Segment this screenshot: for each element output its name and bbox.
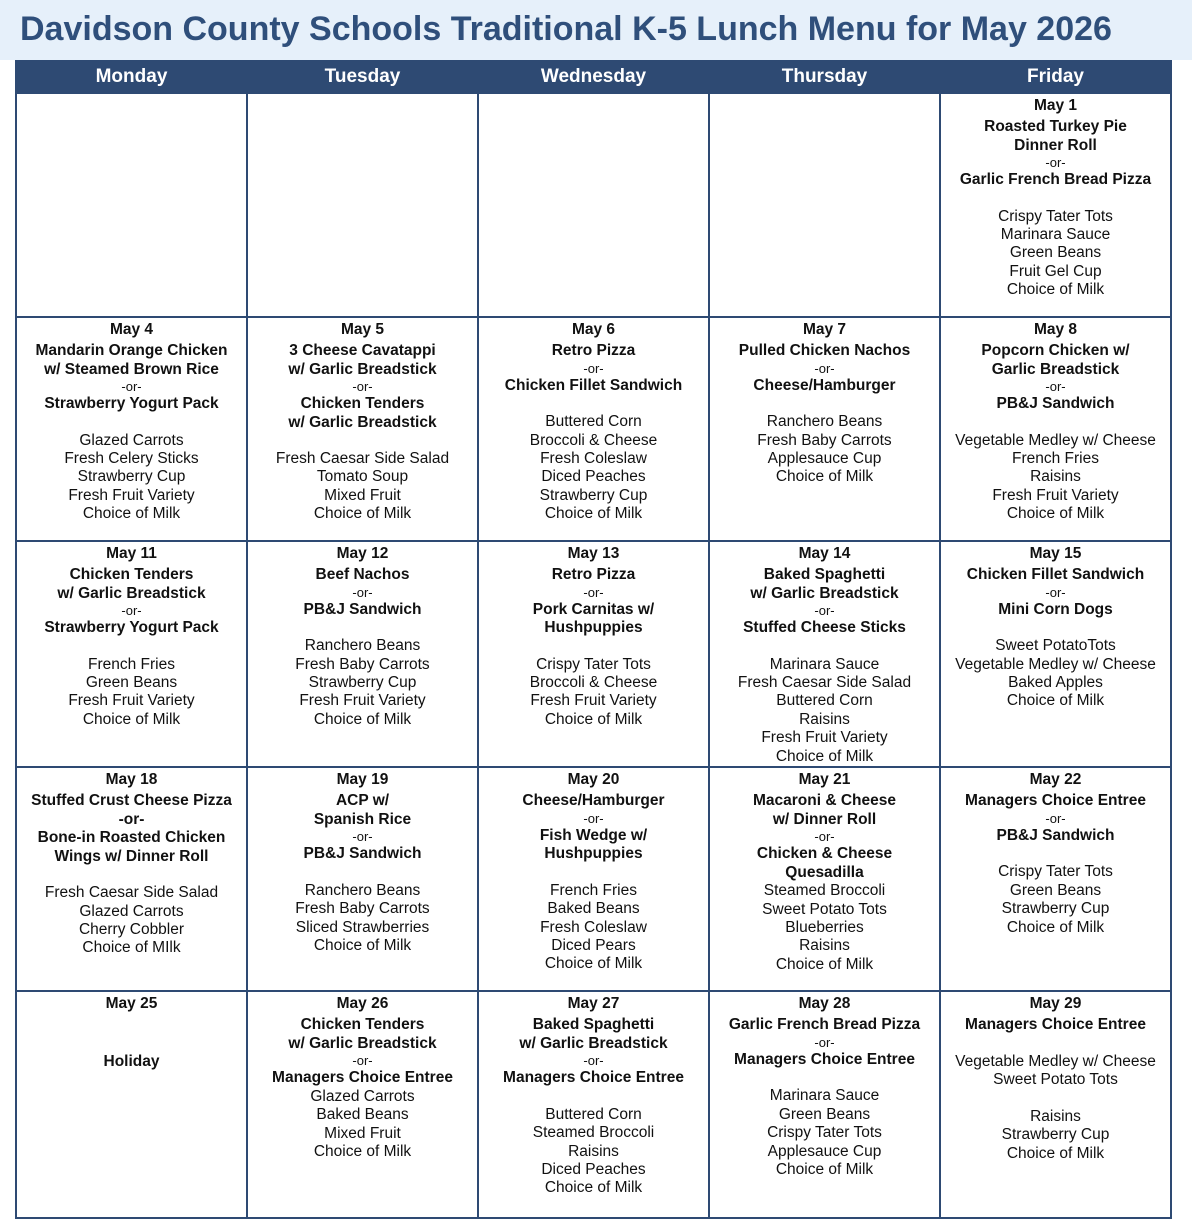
side-item: Strawberry Cup bbox=[308, 674, 417, 692]
spacer bbox=[945, 190, 1166, 208]
entree-item: Hushpuppies bbox=[544, 845, 643, 863]
side-item: Choice of Milk bbox=[544, 505, 643, 523]
day-cell-tuesday bbox=[247, 767, 478, 991]
day-cell-tuesday bbox=[247, 317, 478, 541]
entree-item: ACP w/ bbox=[335, 792, 390, 810]
entree-item: Hushpuppies bbox=[544, 619, 643, 637]
side-item: Diced Pears bbox=[551, 936, 636, 954]
entree-item: Chicken Fillet Sandwich bbox=[504, 376, 683, 394]
side-item: Fruit Gel Cup bbox=[1009, 262, 1102, 280]
day-cell-monday bbox=[16, 317, 247, 541]
entree-item: Popcorn Chicken w/ bbox=[981, 342, 1130, 360]
side-item: Fresh Caesar Side Salad bbox=[275, 450, 450, 468]
empty-day-cell bbox=[709, 93, 940, 317]
side-item: Diced Peaches bbox=[541, 1160, 646, 1178]
side-item: Fresh Caesar Side Salad bbox=[737, 674, 912, 692]
entree-item: Baked Spaghetti bbox=[532, 1016, 655, 1034]
day-cell-wednesday bbox=[478, 991, 709, 1218]
spacer bbox=[252, 619, 473, 637]
day-cell-friday bbox=[940, 317, 1171, 541]
side-item: Choice of Milk bbox=[775, 1160, 874, 1178]
side-item: Choice of MIlk bbox=[82, 939, 181, 957]
day-cell-tuesday bbox=[247, 991, 478, 1218]
side-item: Fresh Fruit Variety bbox=[530, 692, 657, 710]
or-separator: -or- bbox=[352, 584, 373, 600]
entree-item: Stuffed Cheese Sticks bbox=[743, 619, 906, 637]
side-item: Broccoli & Cheese bbox=[529, 674, 658, 692]
day-cell-friday bbox=[940, 991, 1171, 1218]
side-item: Raisins bbox=[1030, 1107, 1081, 1125]
entree-item: Chicken & Cheese bbox=[756, 845, 893, 863]
entree-item: w/ Steamed Brown Rice bbox=[44, 360, 219, 378]
side-item: Choice of Milk bbox=[544, 955, 643, 973]
or-separator: -or- bbox=[1045, 584, 1066, 600]
spacer bbox=[483, 638, 704, 656]
entree-item: Beef Nachos bbox=[315, 566, 410, 584]
side-item: Green Beans bbox=[778, 1105, 871, 1123]
day-date: May 5 bbox=[340, 321, 385, 338]
day-date: May 27 bbox=[567, 995, 620, 1013]
day-date: May 12 bbox=[336, 545, 389, 562]
side-item: Mixed Fruit bbox=[324, 486, 401, 504]
day-date: May 8 bbox=[1033, 321, 1078, 338]
side-item: French Fries bbox=[88, 655, 175, 673]
side-item: Fresh Fruit Variety bbox=[992, 486, 1119, 504]
entree-item: w/ Dinner Roll bbox=[772, 810, 877, 828]
entree-item: Garlic French Bread Pizza bbox=[728, 1016, 921, 1034]
day-header-wednesday: Wednesday bbox=[478, 61, 709, 93]
side-item: Mixed Fruit bbox=[324, 1124, 401, 1142]
side-item: Fresh Coleslaw bbox=[540, 918, 647, 936]
entree-item: Chicken Tenders bbox=[300, 1016, 425, 1034]
entree-item: w/ Garlic Breadstick bbox=[288, 360, 437, 378]
side-item: Choice of Milk bbox=[1006, 918, 1105, 936]
week-row bbox=[16, 991, 1171, 1218]
spacer bbox=[21, 1016, 242, 1053]
entree-item: PB&J Sandwich bbox=[996, 826, 1115, 844]
day-header-friday: Friday bbox=[940, 61, 1171, 93]
day-date: May 14 bbox=[798, 545, 851, 562]
side-item: French Fries bbox=[1012, 450, 1099, 468]
spacer bbox=[714, 638, 935, 656]
side-item: Strawberry Cup bbox=[1001, 900, 1110, 918]
spacer bbox=[945, 1035, 1166, 1053]
side-item: Fresh Caesar Side Salad bbox=[44, 884, 219, 902]
entree-item: w/ Garlic Breadstick bbox=[288, 413, 437, 431]
entree-item: Mandarin Orange Chicken bbox=[35, 342, 228, 360]
entree-item: Managers Choice Entree bbox=[503, 1069, 684, 1087]
side-item: Green Beans bbox=[1009, 244, 1102, 262]
side-item: Choice of Milk bbox=[82, 505, 181, 523]
day-date: May 26 bbox=[336, 995, 389, 1013]
week-row bbox=[16, 767, 1171, 991]
or-separator: -or- bbox=[352, 1053, 373, 1069]
entree-item: Managers Choice Entree bbox=[272, 1069, 453, 1087]
or-separator: -or- bbox=[118, 810, 145, 828]
side-item: Marinara Sauce bbox=[769, 1087, 880, 1105]
side-item: Strawberry Cup bbox=[1001, 1126, 1110, 1144]
or-separator: -or- bbox=[352, 379, 373, 395]
entree-item: Holiday bbox=[103, 1053, 160, 1071]
side-item: Choice of Milk bbox=[544, 1179, 643, 1197]
day-cell-friday bbox=[940, 541, 1171, 767]
side-item: Crispy Tater Tots bbox=[536, 655, 651, 673]
or-separator: -or- bbox=[814, 829, 835, 845]
side-item: Ranchero Beans bbox=[304, 637, 421, 655]
side-item: Choice of Milk bbox=[313, 710, 412, 728]
day-cell-thursday bbox=[709, 541, 940, 767]
or-separator: -or- bbox=[814, 603, 835, 619]
day-header-thursday: Thursday bbox=[709, 61, 940, 93]
entree-item: Stuffed Crust Cheese Pizza bbox=[31, 792, 232, 810]
day-date: May 15 bbox=[1029, 545, 1082, 562]
side-item: French Fries bbox=[550, 881, 637, 899]
entree-item: Bone-in Roasted Chicken bbox=[37, 829, 226, 847]
side-item: Cherry Cobbler bbox=[78, 920, 185, 938]
side-item: Green Beans bbox=[85, 674, 178, 692]
entree-item: Macaroni & Cheese bbox=[753, 792, 896, 810]
spacer bbox=[21, 866, 242, 884]
side-item: Baked Apples bbox=[1008, 674, 1103, 692]
side-item: Green Beans bbox=[1009, 881, 1102, 899]
side-item: Strawberry Cup bbox=[77, 468, 186, 486]
or-separator: -or- bbox=[1045, 155, 1066, 171]
day-date: May 25 bbox=[105, 995, 158, 1013]
side-item: Choice of Milk bbox=[544, 710, 643, 728]
day-date: May 18 bbox=[105, 771, 158, 789]
side-item: Choice of Milk bbox=[313, 505, 412, 523]
entree-item: Retro Pizza bbox=[551, 566, 636, 584]
side-item: Baked Beans bbox=[547, 900, 640, 918]
side-item: Ranchero Beans bbox=[304, 881, 421, 899]
side-item: Choice of Milk bbox=[1006, 692, 1105, 710]
day-date: May 20 bbox=[567, 771, 620, 789]
or-separator: -or- bbox=[1045, 379, 1066, 395]
entree-item: Mini Corn Dogs bbox=[998, 600, 1113, 618]
day-date: May 6 bbox=[571, 321, 616, 338]
side-item: Choice of Milk bbox=[1006, 281, 1105, 299]
day-cell-friday bbox=[940, 93, 1171, 317]
side-item: Marinara Sauce bbox=[769, 655, 880, 673]
entree-item: Spanish Rice bbox=[313, 810, 412, 828]
entree-item: Baked Spaghetti bbox=[763, 566, 886, 584]
entree-item: w/ Garlic Breadstick bbox=[750, 584, 899, 602]
entree-item: Chicken Fillet Sandwich bbox=[966, 566, 1145, 584]
day-cell-monday bbox=[16, 767, 247, 991]
side-item: Choice of Milk bbox=[775, 955, 874, 973]
side-item: Choice of Milk bbox=[1006, 1144, 1105, 1162]
side-item: Diced Peaches bbox=[541, 468, 646, 486]
entree-item: PB&J Sandwich bbox=[303, 600, 422, 618]
day-cell-wednesday bbox=[478, 541, 709, 767]
day-date: May 13 bbox=[567, 545, 620, 562]
side-item: Fresh Baby Carrots bbox=[295, 655, 430, 673]
calendar-body bbox=[16, 93, 1171, 1218]
side-item: Choice of Milk bbox=[313, 936, 412, 954]
entree-item: Dinner Roll bbox=[1014, 136, 1097, 154]
side-item: Sweet Potato Tots bbox=[762, 900, 887, 918]
side-item: Crispy Tater Tots bbox=[998, 863, 1113, 881]
side-item: Fresh Baby Carrots bbox=[295, 900, 430, 918]
side-item: Sweet Potato Tots bbox=[993, 1071, 1118, 1089]
day-date: May 11 bbox=[106, 545, 157, 562]
side-item: Choice of Milk bbox=[775, 747, 874, 765]
side-item: Baked Beans bbox=[316, 1106, 409, 1124]
day-cell-wednesday bbox=[478, 317, 709, 541]
day-cell-tuesday bbox=[247, 541, 478, 767]
weekday-header-row bbox=[16, 61, 1171, 93]
side-item: Glazed Carrots bbox=[79, 431, 184, 449]
spacer bbox=[483, 864, 704, 882]
day-date: May 7 bbox=[802, 321, 847, 338]
spacer bbox=[21, 414, 242, 432]
side-item: Vegetable Medley w/ Cheese bbox=[955, 1052, 1156, 1070]
side-item: Blueberries bbox=[785, 918, 864, 936]
side-item: Raisins bbox=[568, 1142, 619, 1160]
entree-item: Managers Choice Entree bbox=[965, 1016, 1146, 1034]
side-item: Choice of Milk bbox=[82, 710, 181, 728]
spacer bbox=[252, 432, 473, 450]
side-item: Broccoli & Cheese bbox=[529, 431, 658, 449]
week-row bbox=[16, 93, 1171, 317]
side-item: Fresh Fruit Variety bbox=[68, 486, 195, 504]
entree-item: Wings w/ Dinner Roll bbox=[54, 847, 209, 865]
day-date: May 29 bbox=[1029, 995, 1082, 1013]
spacer bbox=[483, 395, 704, 413]
day-cell-thursday bbox=[709, 317, 940, 541]
day-cell-monday bbox=[16, 541, 247, 767]
entree-item: w/ Garlic Breadstick bbox=[288, 1034, 437, 1052]
day-header-tuesday: Tuesday bbox=[247, 61, 478, 93]
entree-item: Strawberry Yogurt Pack bbox=[44, 395, 219, 413]
day-date: May 22 bbox=[1029, 771, 1082, 789]
or-separator: -or- bbox=[583, 584, 604, 600]
side-item: Vegetable Medley w/ Cheese bbox=[955, 431, 1156, 449]
side-item: Applesauce Cup bbox=[767, 450, 882, 468]
spacer bbox=[714, 1069, 935, 1087]
entree-item: Cheese/Hamburger bbox=[522, 792, 665, 810]
side-item: Fresh Fruit Variety bbox=[68, 692, 195, 710]
entree-item: w/ Garlic Breadstick bbox=[519, 1034, 668, 1052]
spacer bbox=[945, 845, 1166, 863]
side-item: Glazed Carrots bbox=[310, 1087, 415, 1105]
entree-item: 3 Cheese Cavatappi bbox=[289, 342, 436, 360]
side-item: Raisins bbox=[1030, 468, 1081, 486]
side-item: Raisins bbox=[799, 937, 850, 955]
side-item: Fresh Fruit Variety bbox=[299, 692, 426, 710]
side-item: Sweet PotatoTots bbox=[995, 637, 1116, 655]
entree-item: w/ Garlic Breadstick bbox=[57, 584, 206, 602]
day-header-monday: Monday bbox=[16, 61, 247, 93]
or-separator: -or- bbox=[583, 1053, 604, 1069]
day-date: May 19 bbox=[336, 771, 389, 789]
empty-day-cell bbox=[247, 93, 478, 317]
day-date: May 1 bbox=[1033, 97, 1078, 114]
side-item: Fresh Coleslaw bbox=[540, 450, 647, 468]
side-item: Steamed Broccoli bbox=[763, 882, 886, 900]
entree-item: Cheese/Hamburger bbox=[753, 376, 896, 394]
side-item: Buttered Corn bbox=[545, 413, 642, 431]
day-cell-thursday bbox=[709, 991, 940, 1218]
side-item: Buttered Corn bbox=[776, 692, 873, 710]
menu-calendar bbox=[15, 60, 1172, 1219]
entree-item: PB&J Sandwich bbox=[303, 845, 422, 863]
entree-item: Pork Carnitas w/ bbox=[532, 600, 655, 618]
or-separator: -or- bbox=[583, 810, 604, 826]
entree-item: Garlic French Bread Pizza bbox=[959, 171, 1152, 189]
side-item: Fresh Fruit Variety bbox=[761, 729, 888, 747]
entree-item: Chicken Tenders bbox=[300, 395, 425, 413]
empty-day-cell bbox=[16, 93, 247, 317]
day-date: May 28 bbox=[798, 995, 851, 1013]
entree-item: Retro Pizza bbox=[551, 342, 636, 360]
side-item: Fresh Celery Sticks bbox=[64, 450, 199, 468]
day-date: May 21 bbox=[798, 771, 851, 789]
side-item: Buttered Corn bbox=[545, 1105, 642, 1123]
side-item: Marinara Sauce bbox=[1000, 226, 1111, 244]
title-bar bbox=[0, 0, 1192, 60]
side-item: Vegetable Medley w/ Cheese bbox=[955, 655, 1156, 673]
side-item: Tomato Soup bbox=[316, 468, 409, 486]
entree-item: Managers Choice Entree bbox=[734, 1050, 915, 1068]
side-item: Fresh Baby Carrots bbox=[757, 431, 892, 449]
or-separator: -or- bbox=[814, 360, 835, 376]
spacer bbox=[945, 1090, 1166, 1108]
or-separator: -or- bbox=[814, 1034, 835, 1050]
day-cell-wednesday bbox=[478, 767, 709, 991]
side-item: Sliced Strawberries bbox=[295, 918, 430, 936]
or-separator: -or- bbox=[121, 603, 142, 619]
side-item: Choice of Milk bbox=[313, 1142, 412, 1160]
day-date: May 4 bbox=[109, 321, 154, 338]
spacer bbox=[945, 414, 1166, 432]
side-item: Crispy Tater Tots bbox=[767, 1124, 882, 1142]
side-item: Applesauce Cup bbox=[767, 1142, 882, 1160]
side-item: Steamed Broccoli bbox=[532, 1124, 655, 1142]
day-cell-friday bbox=[940, 767, 1171, 991]
entree-item: Pulled Chicken Nachos bbox=[738, 342, 911, 360]
spacer bbox=[21, 638, 242, 656]
entree-item: Garlic Breadstick bbox=[991, 360, 1120, 378]
side-item: Choice of Milk bbox=[1006, 505, 1105, 523]
side-item: Strawberry Cup bbox=[539, 486, 648, 504]
side-item: Glazed Carrots bbox=[79, 902, 184, 920]
day-cell-monday bbox=[16, 991, 247, 1218]
page-title: Davidson County Schools Traditional K-5 Lunch Menu for May 2026 bbox=[20, 10, 1112, 48]
spacer bbox=[714, 395, 935, 413]
entree-item: Roasted Turkey Pie bbox=[984, 118, 1127, 136]
week-row bbox=[16, 317, 1171, 541]
side-item: Crispy Tater Tots bbox=[998, 207, 1113, 225]
week-row bbox=[16, 541, 1171, 767]
side-item: Raisins bbox=[799, 710, 850, 728]
entree-item: Quesadilla bbox=[785, 863, 864, 881]
side-item: Choice of Milk bbox=[775, 468, 874, 486]
entree-item: Managers Choice Entree bbox=[965, 792, 1146, 810]
entree-item: Strawberry Yogurt Pack bbox=[44, 619, 219, 637]
spacer bbox=[483, 1088, 704, 1106]
entree-item: Chicken Tenders bbox=[69, 566, 194, 584]
spacer bbox=[945, 619, 1166, 637]
or-separator: -or- bbox=[1045, 810, 1066, 826]
entree-item: PB&J Sandwich bbox=[996, 395, 1115, 413]
side-item: Ranchero Beans bbox=[766, 413, 883, 431]
or-separator: -or- bbox=[583, 360, 604, 376]
empty-day-cell bbox=[478, 93, 709, 317]
entree-item: Fish Wedge w/ bbox=[539, 826, 648, 844]
or-separator: -or- bbox=[352, 829, 373, 845]
spacer bbox=[252, 864, 473, 882]
day-cell-thursday bbox=[709, 767, 940, 991]
or-separator: -or- bbox=[121, 379, 142, 395]
